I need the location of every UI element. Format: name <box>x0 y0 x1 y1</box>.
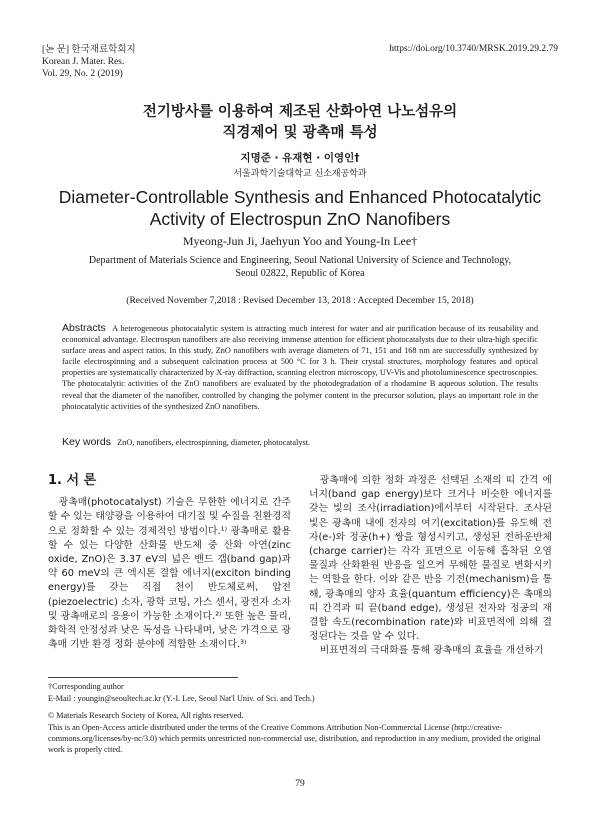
corresponding-author: †Corresponding author <box>48 682 124 691</box>
footnotes <box>48 681 552 756</box>
body-paragraph-2: 광촉매에 의한 정화 과정은 선택된 소재의 띠 간격 에너지(band gap energy)보다 크거나 비슷한 에너지를 갖는 빛의 조사(irradiation)에서부터 시작된다. 조사된 빛은 광촉매 내에 전자의 여기(excitation)를 유도해 전자(e-)와 정공(h+) 쌍을 형성시키고, 생성된 전하운반체(charge carrier)는 각각 표면으로 이동해 흡착된 오염 물질과 산화환원 반응을 일으켜 무해한 물질로 변화시키는 역할을 한다. 이와 같은 반응 기전(mechanism)을 통해, 광촉매의 양자 효율(quantum efficiency)은 촉매의 띠 간격과 띠 끝(band edge), 생성된 전자와 정공의 재결합 속도(recombination rate)와 비표면적에 의해 결정된다는 것을 알 수 있다. <box>309 475 552 643</box>
journal-korean: [논 문] 한국재료학회지 <box>42 45 136 55</box>
korean-title <box>0 102 600 144</box>
keywords-text: ZnO, nanofibers, electrospinning, diameter, photocatalyst. <box>117 438 311 447</box>
abstract-label: Abstracts <box>62 322 106 334</box>
english-affiliation <box>0 254 600 280</box>
section-heading: 1. 서 론 <box>48 473 97 488</box>
abstract-text: A heterogeneous photocatalytic system is attracting much interest for water and air purification because of its reusability and economical advantage. Electrospun nanofibers are also receiving immense attention for efficient photocatalysts due to their ultra-high specific surface areas and aspect ratios. In this study, ZnO nanofibers with average diameters of 71, 151 and 168 nm are successfully synthesized by facile electrospinning and a subsequent calcination process at 500 °C for 3 h. Their crystal structures, morphology features and optical properties are systematically characterized by X-ray diffraction, scanning electron microscopy, UV-Vis and photoluminescence spectroscopies. The photocatalytic activities of the ZnO nanofibers are evaluated by the photodegradation of a rhodamine B aqueous solution. The results reveal that the diameter of the nanofiber, controlled by changing the polymer content in the precursor solution, plays an important role in the photocatalytic activities of the synthesized ZnO nanofibers. <box>62 324 538 411</box>
body-paragraph-1: 광촉매(photocatalyst) 기술은 무한한 에너지로 간주할 수 있는 태양광을 이용하여 대기질 및 수질을 친환경적으로 정화할 수 있는 경제적인 방법이다.¹⁾ 광촉매로 활용할 수 있는 다양한 산화물 반도체 중 산화 아연(zinc oxide, ZnO)은 3.37 eV의 넓은 밴드 갭(band gap)과 약 60 meV의 큰 엑시톤 결합 에너지(exciton binding energy)를 갖는 직접 천이 반도체로써, 압전(piezoelectric) 소자, 광학 코팅, 가스 센서, 광전자 소자 및 광촉매로의 응용이 가능한 소재이다.²⁾ 또한 높은 물리, 화학적 안정성과 낮은 독성을 나타내며, 낮은 가격으로 광촉매 기반 환경 정화 분야에 적합한 소재이다.³⁾ <box>48 497 291 651</box>
body-column-left <box>48 474 291 652</box>
korean-authors: 지명준 · 유재현 · 이영인† <box>240 152 360 164</box>
copyright-notice: © Materials Research Society of Korea, All rights reserved. <box>48 711 244 720</box>
english-title <box>0 186 600 230</box>
korean-title-line2: 직경제어 및 광촉매 특성 <box>222 125 378 141</box>
page-number: 79 <box>295 779 305 789</box>
body-column-right <box>309 474 552 659</box>
journal-volume: Vol. 29, No. 2 (2019) <box>42 69 123 79</box>
author-email[interactable]: E-Mail : youngin@seoultech.ac.kr (Y.-I. Lee, Seoul Nat'l Univ. of Sci. and Tech.) <box>48 694 315 703</box>
body-paragraph-3: 비표면적의 극대화를 통해 광촉매의 효율을 개선하기 <box>319 645 544 657</box>
english-authors: Myeong-Jun Ji, Jaehyun Yoo and Young-In Lee† <box>182 234 418 248</box>
keywords <box>62 436 538 448</box>
keywords-label: Key words <box>62 436 112 448</box>
license-notice: This is an Open-Access article distributed under the terms of the Creative Commons Attribution Non-Commercial License (http://creative-commons.org/licenses/by-nc/3.0) which permits unrestricted non-commercial use, distribution, and reproduction in any medium, provided the original work is properly cited. <box>48 723 541 754</box>
korean-title-line1: 전기방사를 이용하여 제조된 산화아연 나노섬유의 <box>142 104 458 120</box>
abstract <box>62 323 538 412</box>
journal-english: Korean J. Mater. Res. <box>42 57 125 67</box>
english-title-line1: Diameter-Controllable Synthesis and Enhanced Photocatalytic <box>58 187 542 207</box>
english-title-line2: Activity of Electrospun ZnO Nanofibers <box>149 209 451 229</box>
received-dates: (Received November 7,2018 : Revised December 13, 2018 : Accepted December 15, 2018) <box>126 296 474 306</box>
english-affiliation-line2: Seoul 02822, Republic of Korea <box>235 268 365 279</box>
english-affiliation-line1: Department of Materials Science and Engineering, Seoul National University of Science and Technology, <box>88 255 512 266</box>
footnote-divider <box>48 677 238 678</box>
journal-header <box>42 44 136 80</box>
doi-link[interactable]: https://doi.org/10.3740/MRSK.2019.29.2.79 <box>389 44 558 54</box>
korean-affiliation: 서울과학기술대학교 신소재공학과 <box>233 169 367 179</box>
